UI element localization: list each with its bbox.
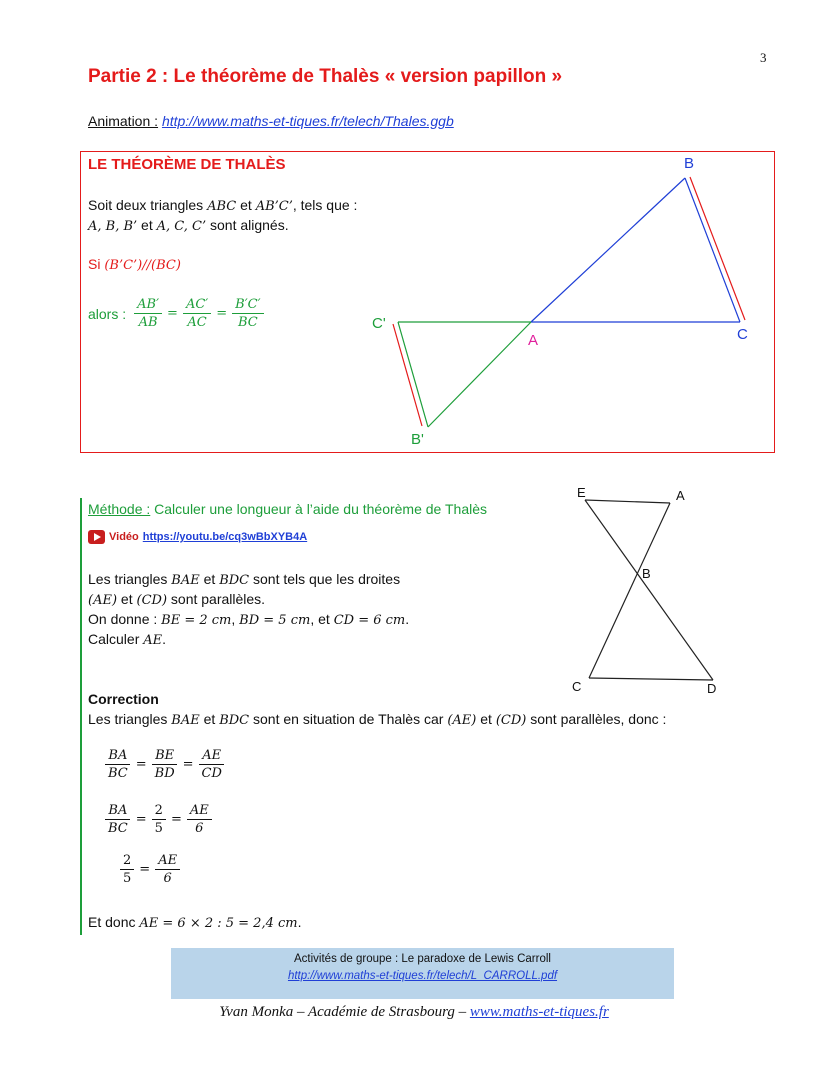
math: A, C, C’	[156, 219, 207, 234]
label-B: B	[684, 155, 695, 172]
segment-ED	[585, 500, 713, 680]
ratio-equation-1	[103, 747, 227, 782]
segment-AC	[589, 503, 670, 678]
denominator: AC	[187, 315, 207, 330]
method-p1	[88, 569, 400, 591]
denominator: BC	[108, 821, 128, 836]
math: BDC	[219, 713, 250, 728]
ratio-equation-3	[118, 852, 182, 887]
fraction	[152, 802, 166, 837]
numerator: 2	[120, 852, 134, 870]
denominator: 6	[195, 821, 204, 836]
label-A: A	[528, 332, 539, 349]
segment-B-prime-C-prime	[398, 322, 428, 427]
segment-AB	[531, 178, 685, 322]
thales-figure-1	[360, 150, 770, 450]
math: (CD)	[136, 593, 168, 608]
label-E: E	[577, 485, 586, 500]
text: sont en situation de Thalès car	[249, 711, 448, 727]
method-heading	[88, 501, 487, 517]
text: et	[199, 711, 220, 727]
method-p2	[88, 589, 265, 611]
segment-AB-prime	[428, 322, 531, 427]
label-A: A	[676, 488, 685, 503]
animation-line	[88, 113, 454, 129]
text: et	[236, 197, 256, 213]
method-p3	[88, 609, 409, 631]
final-result	[88, 912, 302, 934]
segment-EA	[585, 500, 670, 503]
numerator: AE	[199, 747, 224, 765]
theorem-conclusion	[88, 296, 266, 331]
text: et	[117, 591, 137, 607]
page-title: Partie 2 : Le théorème de Thalès « version papillon »	[88, 66, 563, 87]
numerator: BE	[152, 747, 177, 765]
text: .	[162, 631, 167, 647]
math: BDC	[219, 573, 250, 588]
activity-box	[171, 948, 674, 999]
fraction	[232, 296, 263, 331]
label-B: B	[642, 566, 651, 581]
denominator: 5	[123, 871, 132, 886]
footer-link[interactable]: www.maths-et-tiques.fr	[469, 1004, 609, 1020]
math: BE = 2 cm	[161, 613, 232, 628]
method-bar	[80, 498, 82, 935]
segment-CD	[589, 678, 713, 680]
animation-link[interactable]: http://www.maths-et-tiques.fr/telech/Thales.ggb	[161, 113, 454, 129]
text: Soit deux triangles	[88, 197, 208, 213]
animation-label: Animation :	[88, 113, 159, 129]
text: , tels que :	[292, 197, 358, 213]
text: ,	[231, 611, 240, 627]
method-label: Méthode :	[88, 501, 151, 517]
text: , et	[310, 611, 334, 627]
math: A, B, B’	[88, 219, 138, 234]
equals: =	[167, 305, 178, 321]
fraction	[152, 747, 178, 782]
theorem-hypothesis	[88, 254, 181, 276]
text: sont parallèles, donc :	[526, 711, 667, 727]
fraction	[105, 802, 131, 837]
math: AB’C’	[255, 199, 293, 214]
math: BAE	[171, 713, 200, 728]
footer-text: Yvan Monka – Académie de Strasbourg –	[219, 1004, 470, 1020]
math: AE	[143, 633, 163, 648]
text: On donne :	[88, 611, 162, 627]
numerator: B′C′	[232, 296, 263, 314]
math: ABC	[207, 199, 237, 214]
theorem-line-1	[88, 195, 357, 217]
segment-BC	[685, 178, 740, 322]
text: Et donc	[88, 914, 140, 930]
text: et	[137, 217, 157, 233]
label-C: C	[572, 679, 582, 694]
numerator: 2	[152, 802, 166, 820]
text: Les triangles	[88, 571, 172, 587]
label-D: D	[707, 681, 717, 696]
video-label: Vidéo	[109, 530, 139, 543]
text: et	[476, 711, 496, 727]
numerator: AE	[155, 852, 180, 870]
equals: =	[182, 757, 194, 772]
denominator: 6	[163, 871, 172, 886]
thales-figure-2	[565, 482, 725, 700]
denominator: BD	[154, 766, 175, 781]
text: sont parallèles.	[167, 591, 266, 607]
activity-link[interactable]: http://www.maths-et-tiques.fr/telech/L_CARROLL.pdf	[287, 970, 558, 982]
denominator: BC	[237, 315, 258, 330]
fraction	[199, 747, 225, 782]
denominator: AB	[138, 315, 158, 330]
equals: =	[135, 812, 147, 827]
text: sont alignés.	[206, 217, 289, 233]
text: Calculer	[88, 631, 144, 647]
ratio-equation-2	[103, 802, 214, 837]
fraction	[183, 296, 211, 331]
label-C: C	[737, 326, 748, 343]
label-C-prime: C'	[372, 315, 386, 332]
page-footer	[0, 1004, 828, 1021]
text: Les triangles	[88, 711, 172, 727]
correction-heading: Correction	[88, 691, 159, 707]
page-number: 3	[760, 50, 767, 65]
math: CD = 6 cm	[333, 613, 406, 628]
method-text: Calculer une longueur à l’aide du théorème de Thalès	[150, 501, 488, 517]
activity-title: Activités de groupe : Le paradoxe de Lewis Carroll	[294, 953, 551, 965]
numerator: BA	[105, 802, 130, 820]
parallel-mark-B-prime-C-prime	[393, 324, 422, 426]
fraction	[155, 852, 180, 887]
math: AE = 6 × 2 : 5 = 2,4 cm	[139, 916, 298, 931]
fraction	[187, 802, 212, 837]
equals: =	[139, 862, 151, 877]
math: BD = 5 cm	[239, 613, 311, 628]
math: (CD)	[495, 713, 527, 728]
text: .	[405, 611, 410, 627]
numerator: BA	[105, 747, 130, 765]
fraction	[134, 296, 162, 331]
theorem-line-2	[88, 215, 289, 237]
math: BAE	[171, 573, 200, 588]
correction-line-1	[88, 709, 666, 731]
label-B-prime: B'	[411, 431, 424, 448]
denominator: CD	[201, 766, 222, 781]
text: alors :	[88, 305, 127, 322]
numerator: AB′	[134, 296, 162, 314]
text: sont tels que les droites	[249, 571, 401, 587]
numerator: AC′	[183, 296, 211, 314]
play-icon[interactable]	[88, 530, 105, 544]
denominator: BC	[108, 766, 128, 781]
equals: =	[170, 812, 182, 827]
equals: =	[135, 757, 147, 772]
denominator: 5	[154, 821, 163, 836]
fraction	[120, 852, 134, 887]
parallel-mark-BC	[690, 177, 745, 320]
method-p4	[88, 629, 166, 651]
numerator: AE	[187, 802, 212, 820]
video-line	[88, 530, 307, 544]
math: (B’C’)//(BC)	[104, 258, 181, 273]
theorem-heading: LE THÉORÈME DE THALÈS	[88, 156, 286, 173]
text: .	[297, 914, 302, 930]
text: et	[199, 571, 220, 587]
math: (AE)	[88, 593, 118, 608]
equals: =	[216, 305, 228, 321]
video-link[interactable]: https://youtu.be/cq3wBbXYB4A	[142, 530, 308, 543]
fraction	[105, 747, 131, 782]
text: Si	[88, 256, 105, 272]
math: (AE)	[447, 713, 477, 728]
